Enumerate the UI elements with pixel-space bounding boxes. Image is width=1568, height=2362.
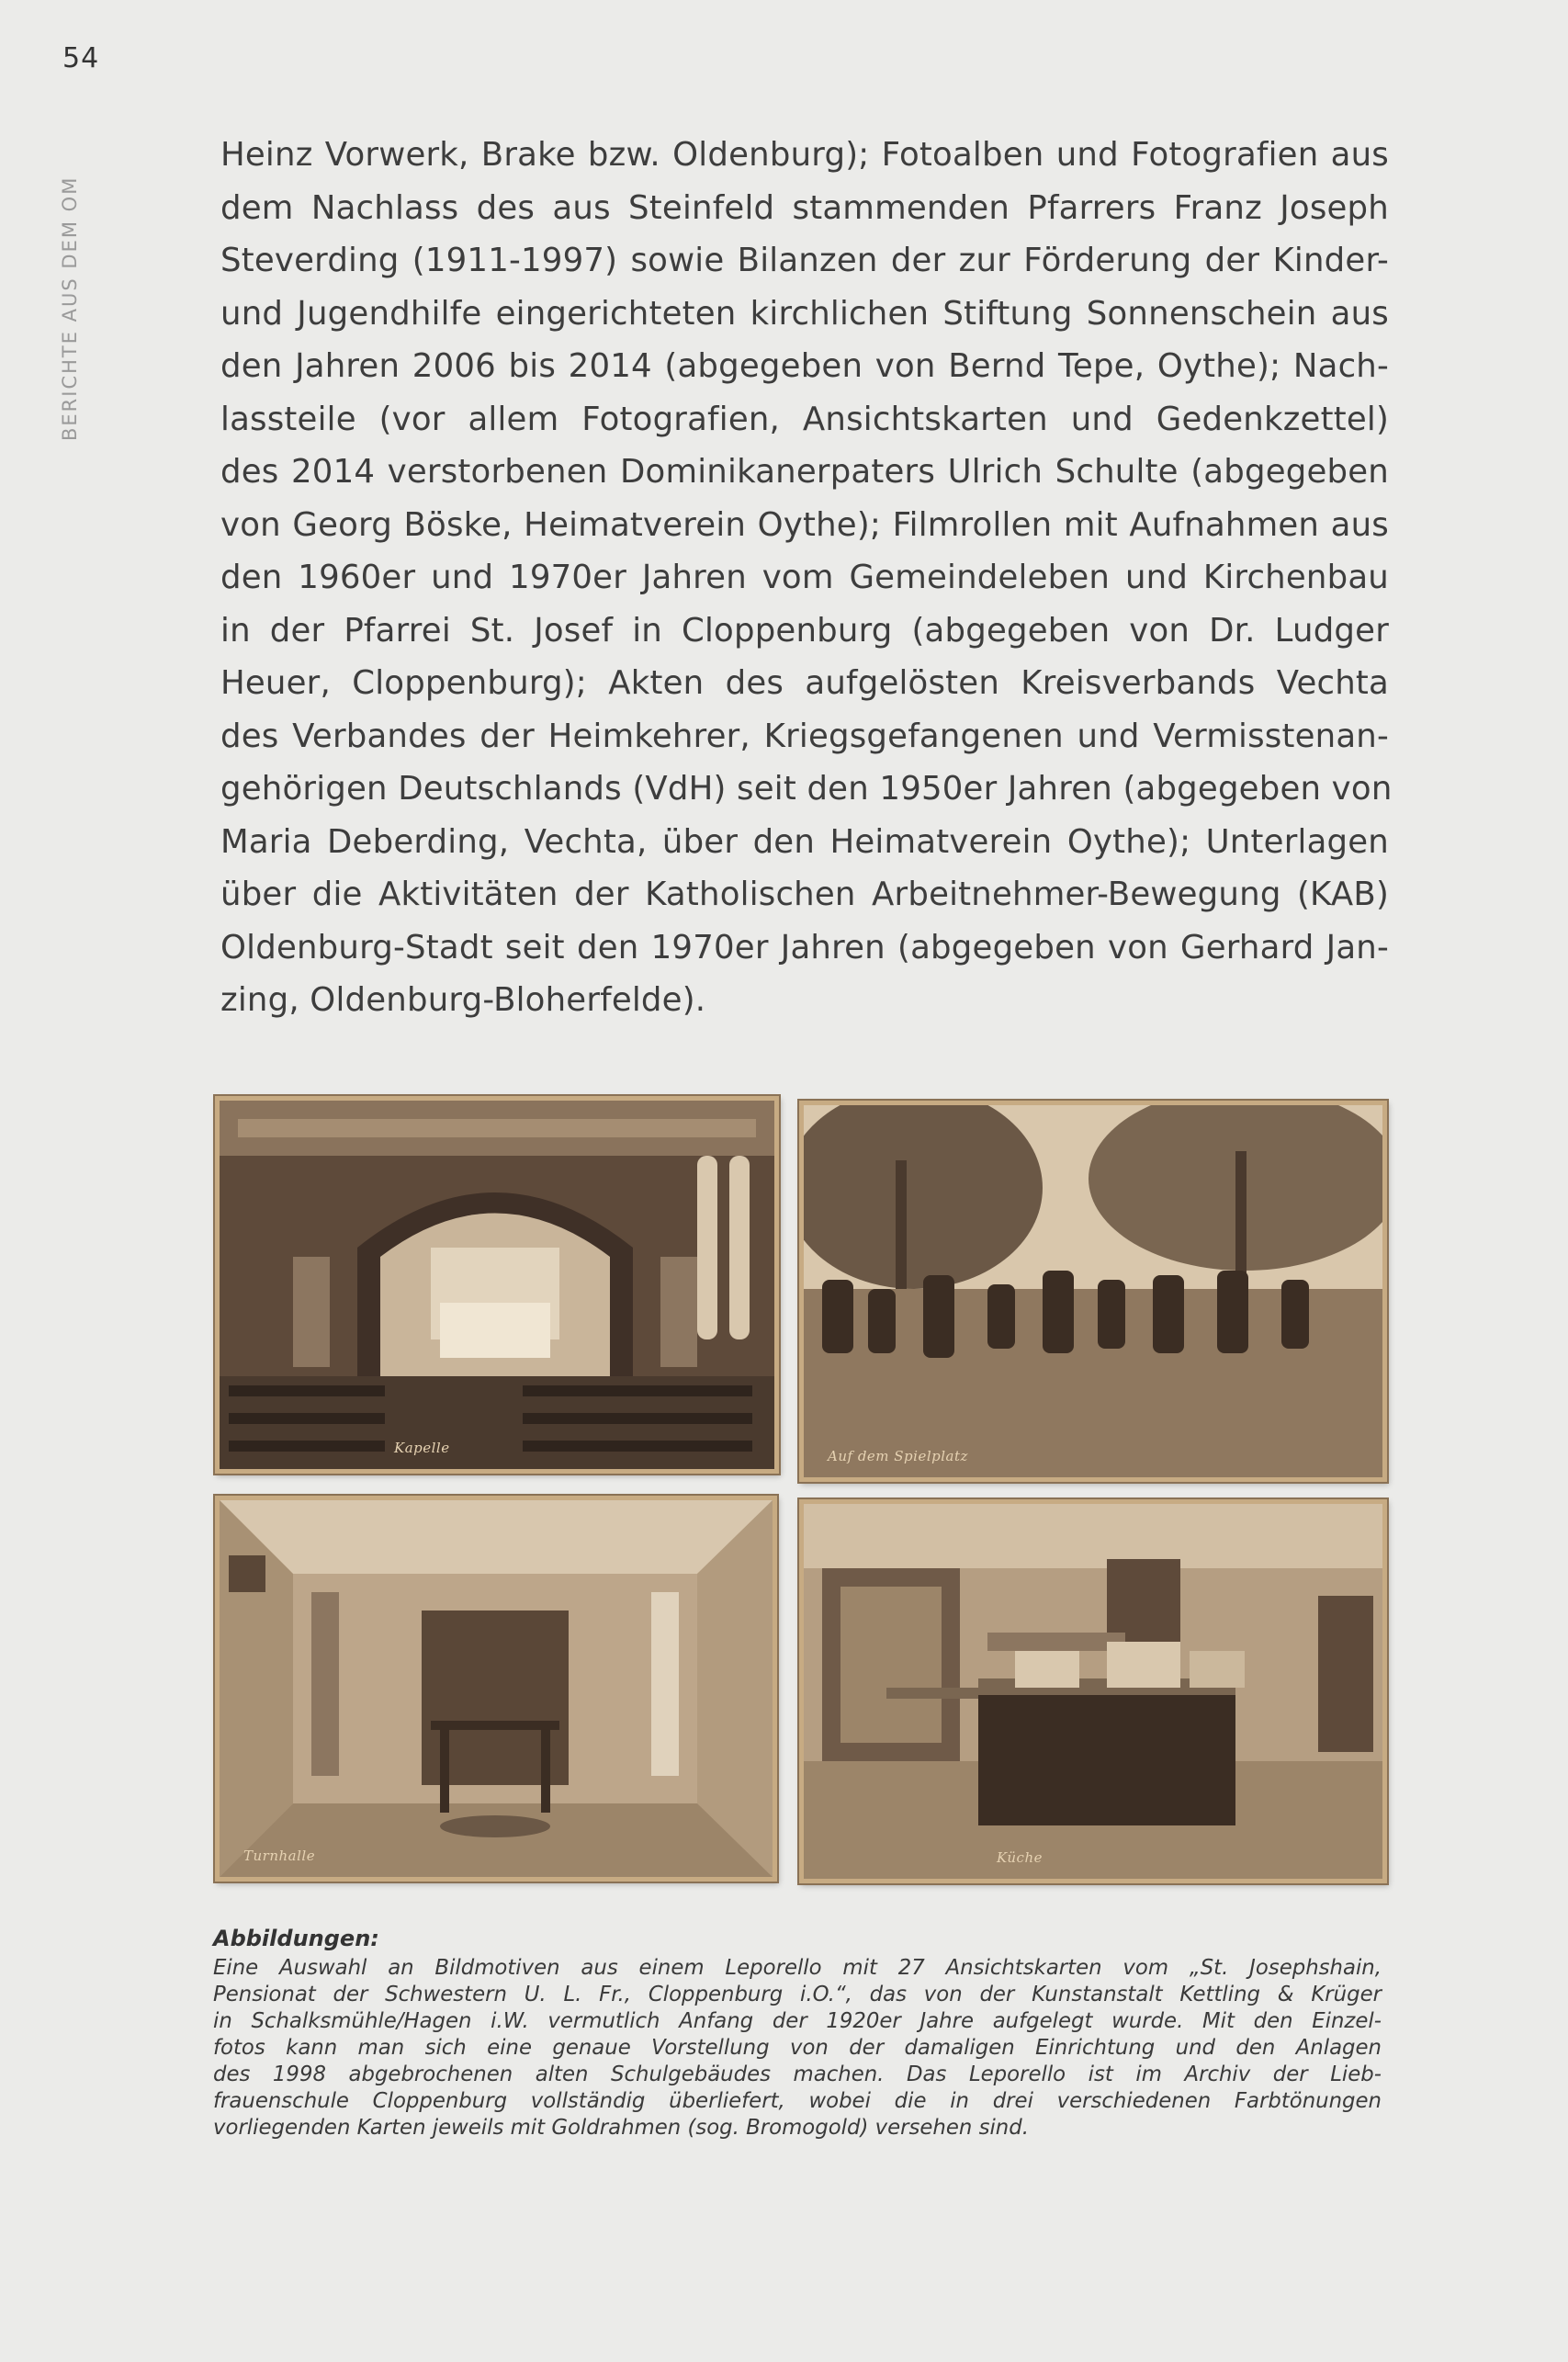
chapel-illustration: [220, 1101, 774, 1469]
caption-line: Pensionat der Schwestern U. L. Fr., Cloppenburg i.O.“, das von der Kunstanstalt Kettling & Krüger: [213, 1983, 1382, 2006]
caption-line: des 1998 abgebrochenen alten Schulgebäudes machen. Das Leporello ist im Archiv der Lieb-: [213, 2063, 1382, 2086]
body-line: zing, Oldenburg-Bloherfelde).: [220, 981, 706, 1019]
caption-line: Eine Auswahl an Bildmotiven aus einem Leporello mit 27 Ansichtskarten vom „St. Josephshain,: [213, 1956, 1382, 1980]
gym-illustration: [220, 1500, 773, 1877]
page-number: 54: [62, 42, 100, 74]
photo-caption: Kapelle: [394, 1440, 450, 1456]
kitchen-illustration: [804, 1504, 1382, 1879]
body-line: den 1960er und 1970er Jahren vom Gemeindeleben und Kirchenbau: [220, 559, 1389, 596]
body-line: Maria Deberding, Vechta, über den Heimatverein Oythe); Unterlagen: [220, 822, 1389, 861]
caption-line: fotos kann man sich eine genaue Vorstellung von der damaligen Einrichtung und den Anlagen: [213, 2036, 1382, 2060]
body-text: [220, 129, 1393, 1027]
body-line: dem Nachlass des aus Steinfeld stammenden Pfarrers Franz Joseph: [220, 188, 1389, 227]
gym-photo: [215, 1496, 777, 1882]
body-line: von Georg Böske, Heimatverein Oythe); Filmrollen mit Aufnahmen aus: [220, 505, 1389, 544]
photo-caption: Turnhalle: [243, 1848, 316, 1864]
caption-line: frauenschule Cloppenburg vollständig überliefert, wobei die in drei verschiedenen Farbtönungen: [213, 2089, 1382, 2113]
body-line: Oldenburg-Stadt seit den 1970er Jahren (abgegeben von Gerhard Jan-: [220, 928, 1389, 966]
body-line: Heinz Vorwerk, Brake bzw. Oldenburg); Fotoalben und Fotografien aus: [220, 136, 1389, 174]
body-line: gehörigen Deutschlands (VdH) seit den 1950er Jahren (abgegeben von: [220, 770, 1393, 808]
photo-caption: Auf dem Spielplatz: [828, 1448, 968, 1464]
playground-illustration: [804, 1105, 1382, 1477]
body-line: des Verbandes der Heimkehrer, Kriegsgefangenen und Vermisstenan-: [220, 717, 1389, 755]
kitchen-photo: [799, 1499, 1387, 1883]
section-label: BERICHTE AUS DEM OM: [59, 175, 81, 441]
photo-caption: Küche: [997, 1849, 1043, 1866]
body-line: Steverding (1911-1997) sowie Bilanzen der zur Förderung der Kinder-: [220, 242, 1389, 279]
caption-line: in Schalksmühle/Hagen i.W. vermutlich Anfang der 1920er Jahre aufgelegt wurde. Mit den Einzel-: [213, 2009, 1382, 2033]
body-line: lassteile (vor allem Fotografien, Ansichtskarten und Gedenkzettel): [220, 400, 1389, 438]
body-line: Heuer, Cloppenburg); Akten des aufgelösten Kreisverbands Vechta: [220, 664, 1389, 702]
body-line: des 2014 verstorbenen Dominikanerpaters Ulrich Schulte (abgegeben: [220, 453, 1389, 491]
body-line: über die Aktivitäten der Katholischen Arbeitnehmer-Bewegung (KAB): [220, 876, 1389, 913]
body-line: in der Pfarrei St. Josef in Cloppenburg (abgegeben von Dr. Ludger: [220, 611, 1389, 650]
caption-title: Abbildungen:: [213, 1926, 379, 1951]
figure-caption: [213, 1926, 1382, 2142]
caption-line: vorliegenden Karten jeweils mit Goldrahmen (sog. Bromogold) versehen sind.: [213, 2116, 1029, 2140]
chapel-photo: [215, 1096, 779, 1474]
body-line: den Jahren 2006 bis 2014 (abgegeben von Bernd Tepe, Oythe); Nach-: [220, 347, 1389, 385]
body-line: und Jugendhilfe eingerichteten kirchlichen Stiftung Sonnenschein aus: [220, 294, 1389, 333]
playground-photo: [799, 1101, 1387, 1482]
